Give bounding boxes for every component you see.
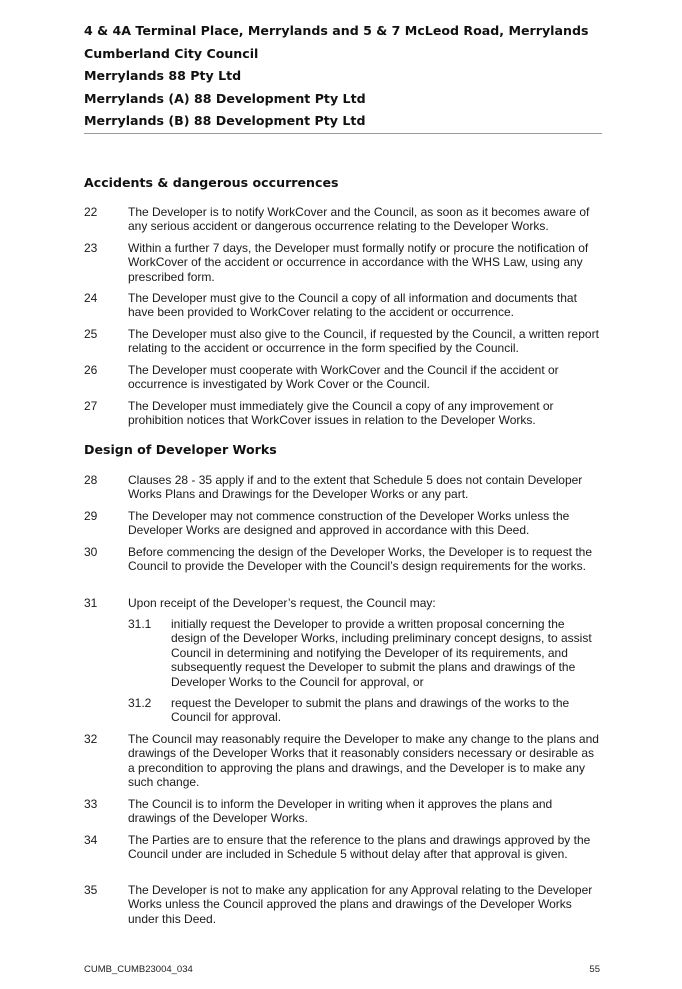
section-heading-accidents: Accidents & dangerous occurrences	[84, 175, 339, 190]
clause-number: 26	[84, 363, 98, 377]
clause-number: 31	[84, 596, 98, 610]
clause-number: 23	[84, 241, 98, 255]
clause-text: Clauses 28 - 35 apply if and to the extent that Schedule 5 does not contain Developer Works Plans and Drawings for the Developer Works or any part.	[128, 473, 583, 502]
clause-text: Before commencing the design of the Developer Works, the Developer is to request the Council to provide the Developer with the Council’s design requirements for the works.	[128, 545, 593, 574]
clause-number: 25	[84, 327, 98, 341]
clause-text: The Developer must give to the Council a copy of all information and documents that have been provided to WorkCover relating to the accident or occurrence.	[128, 291, 577, 320]
footer-page-number: 55	[589, 964, 600, 975]
clause-33	[84, 797, 602, 826]
clause-31	[84, 596, 602, 610]
clause-text: The Council may reasonably require the Developer to make any change to the plans and drawings of the Developer Works that it reasonably considers necessary or desirable as a precondition to approving the plans and drawings, and the Developer is to make any such change.	[128, 732, 599, 790]
clause-27	[84, 399, 602, 428]
clause-35	[84, 883, 602, 926]
clause-text: Upon receipt of the Developer’s request, the Council may:	[128, 596, 436, 610]
clause-30	[84, 545, 602, 574]
clause-29	[84, 509, 602, 538]
clause-26	[84, 363, 602, 392]
clause-number: 29	[84, 509, 98, 523]
clause-32	[84, 732, 602, 790]
clause-25	[84, 327, 602, 356]
clause-31-1	[128, 617, 602, 689]
clause-number: 28	[84, 473, 98, 487]
clause-34	[84, 833, 602, 862]
clause-text: The Developer must also give to the Council, if requested by the Council, a written report relating to the accident or occurrence in the form specified by the Council.	[128, 327, 599, 356]
header-party-3: Merrylands (B) 88 Development Pty Ltd	[84, 113, 366, 128]
clause-24	[84, 291, 602, 320]
clause-text: The Developer must cooperate with WorkCover and the Council if the accident or occurrence is investigated by Work Cover or the Council.	[128, 363, 559, 392]
clause-text: The Developer may not commence construction of the Developer Works unless the Developer Works are designed and approved in accordance with this Deed.	[128, 509, 570, 538]
clause-number: 35	[84, 883, 98, 897]
subclause-number: 31.1	[128, 617, 152, 631]
subclause-text: initially request the Developer to provide a written proposal concerning the design of the Developer Works, including preliminary concept designs, to assist Council in determining and notifying the Developer of its requirements, and subsequently request the Developer to submit the plans and drawings of the Developer Works to the Council for approval, or	[171, 617, 592, 689]
clause-text: The Parties are to ensure that the reference to the plans and drawings approved by the Council under are included in Schedule 5 without delay after that approval is given.	[128, 833, 591, 862]
clause-number: 30	[84, 545, 98, 559]
subclause-number: 31.2	[128, 696, 152, 710]
clause-28	[84, 473, 602, 502]
clause-23	[84, 241, 602, 284]
clause-number: 22	[84, 205, 98, 219]
footer-doc-ref: CUMB_CUMB23004_034	[84, 964, 193, 975]
subclause-text: request the Developer to submit the plans and drawings of the works to the Council for approval.	[171, 696, 570, 725]
header-party-1: Merrylands 88 Pty Ltd	[84, 68, 242, 83]
clause-number: 24	[84, 291, 98, 305]
clause-31-2	[128, 696, 602, 725]
header-divider	[84, 133, 602, 134]
document-header	[84, 20, 602, 133]
section-heading-design: Design of Developer Works	[84, 442, 277, 457]
clause-number: 34	[84, 833, 98, 847]
clause-text: The Developer is to notify WorkCover and the Council, as soon as it becomes aware of any serious accident or dangerous occurrence relating to the Developer Works.	[128, 205, 590, 234]
header-property-address: 4 & 4A Terminal Place, Merrylands and 5 & 7 McLeod Road, Merrylands	[84, 23, 589, 38]
header-party-2: Merrylands (A) 88 Development Pty Ltd	[84, 90, 366, 106]
clause-number: 32	[84, 732, 98, 746]
clause-text: The Developer must immediately give the Council a copy of any improvement or prohibition notices that WorkCover issues in relation to the Developer Works.	[128, 399, 554, 428]
clause-text: Within a further 7 days, the Developer must formally notify or procure the notification of WorkCover of the accident or occurrence in accordance with the WHS Law, using any prescribed form.	[128, 241, 589, 284]
clause-number: 27	[84, 399, 98, 413]
clause-22	[84, 205, 602, 234]
header-council: Cumberland City Council	[84, 45, 259, 61]
clause-text: The Developer is not to make any application for any Approval relating to the Developer Works unless the Council approved the plans and drawings of the Developer Works under this Deed.	[128, 883, 593, 926]
clause-number: 33	[84, 797, 98, 811]
clause-text: The Council is to inform the Developer in writing when it approves the plans and drawings of the Developer Works.	[128, 797, 553, 826]
